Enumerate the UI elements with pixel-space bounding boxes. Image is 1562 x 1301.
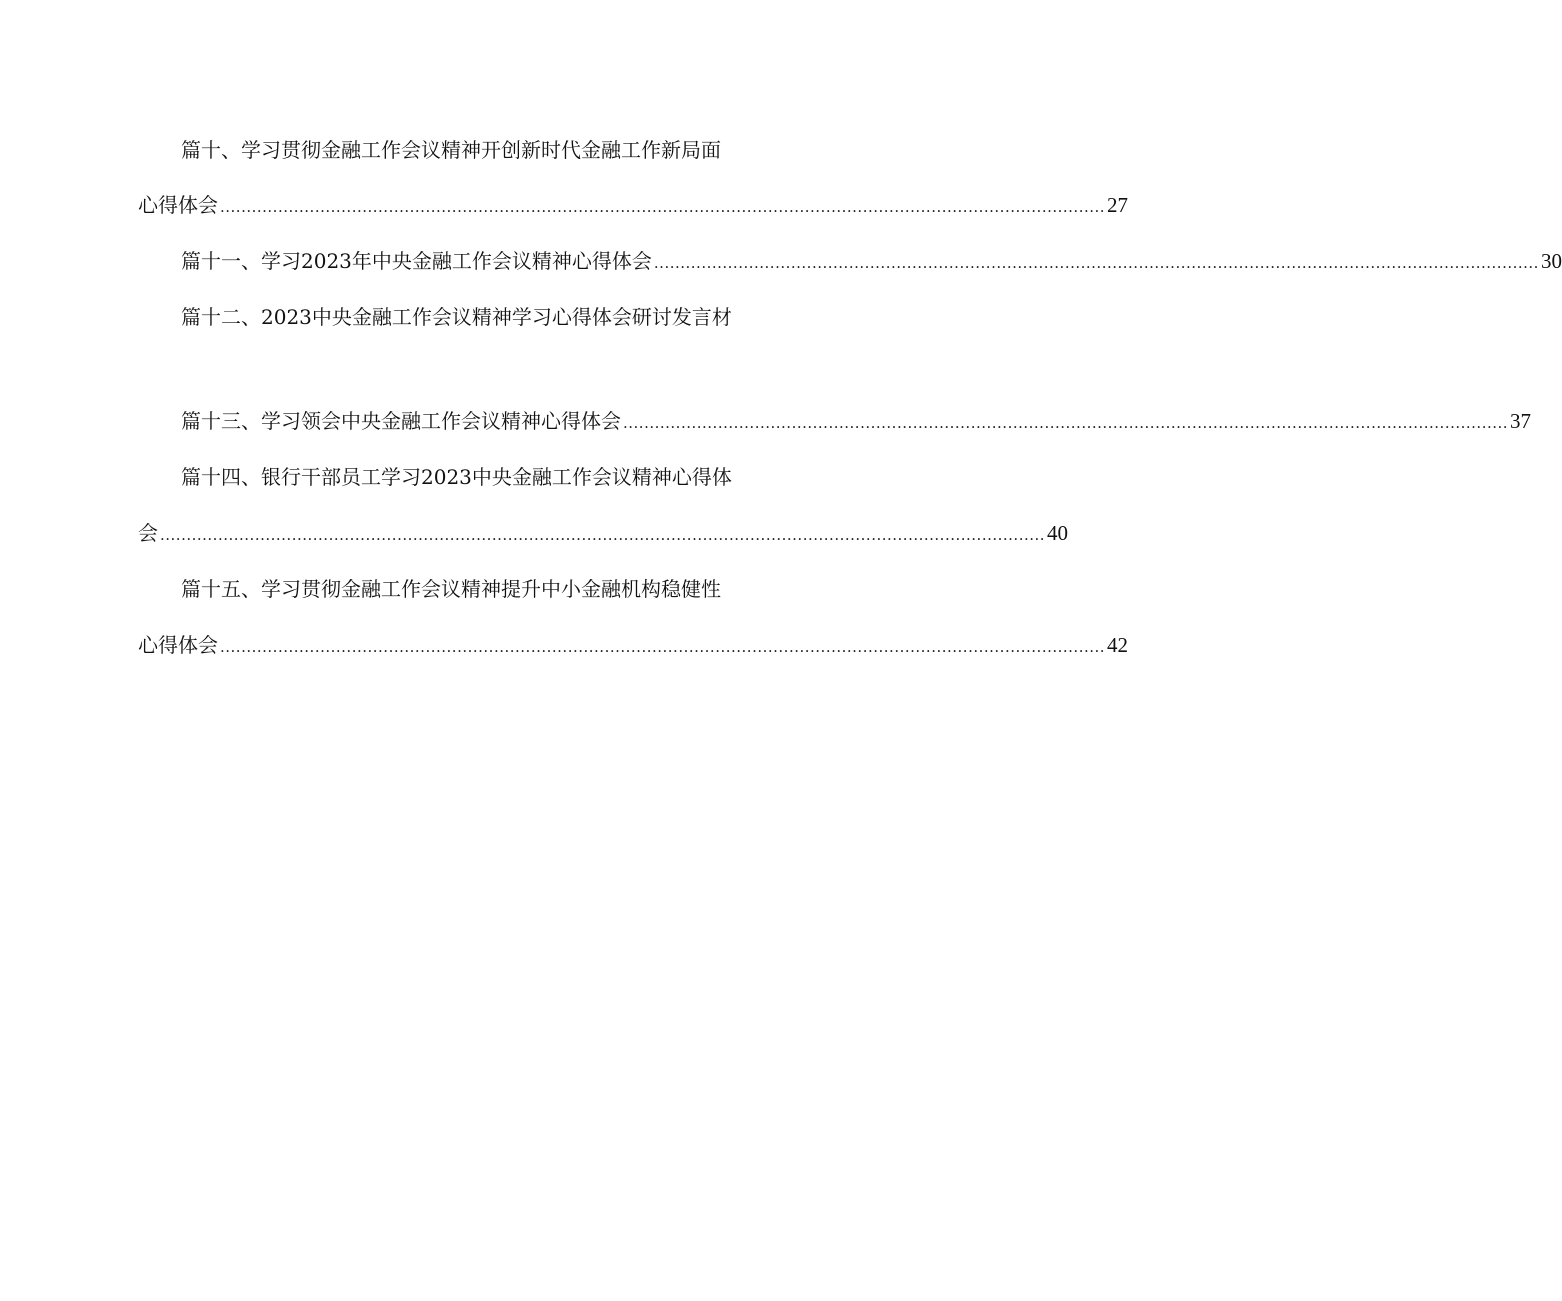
- toc-entry-10-line-1[interactable]: [138, 135, 774, 165]
- toc-entry-title: 心得体会: [138, 633, 218, 657]
- toc-entry-title: 篇十、学习贯彻金融工作会议精神开创新时代金融工作新局面: [181, 138, 721, 162]
- toc-entry-14-line-2[interactable]: [138, 518, 1069, 548]
- toc-entry-title: 心得体会: [138, 193, 218, 217]
- toc-entry-15-line-2[interactable]: [138, 630, 1129, 660]
- toc-entry-title: 篇十一、学习2023年中央金融工作会议精神心得体会: [181, 249, 652, 273]
- toc-page-number: 40: [1047, 521, 1069, 545]
- toc-entry-11[interactable]: [138, 246, 1562, 276]
- toc-page-number: 37: [1510, 409, 1532, 433]
- toc-entry-title: 会: [138, 521, 158, 545]
- dot-leader: ........................................................................................................................................................................: [220, 198, 1106, 216]
- toc-page-number: 30: [1540, 249, 1562, 273]
- toc-entry-15-line-1[interactable]: [138, 574, 774, 604]
- toc-page-number: 27: [1107, 193, 1129, 217]
- dot-leader: ........................................................................................................................................................................: [623, 414, 1509, 432]
- toc-entry-10-line-2[interactable]: [138, 190, 1129, 220]
- toc-page-number: 42: [1107, 633, 1129, 657]
- toc-entry-title: 篇十二、2023中央金融工作会议精神学习心得体会研讨发言材: [181, 305, 732, 329]
- toc-entry-14-line-1[interactable]: [138, 462, 774, 492]
- dot-leader: ........................................................................................................................................................................: [160, 526, 1046, 544]
- toc-entry-13[interactable]: [138, 406, 1532, 436]
- dot-leader: ........................................................................................................................................................................: [653, 254, 1539, 272]
- toc-entry-12[interactable]: [138, 302, 774, 332]
- toc-entry-title: 篇十四、银行干部员工学习2023中央金融工作会议精神心得体: [181, 465, 732, 489]
- toc-entry-title: 篇十五、学习贯彻金融工作会议精神提升中小金融机构稳健性: [181, 577, 721, 601]
- dot-leader: ........................................................................................................................................................................: [220, 638, 1106, 656]
- toc-entry-title: 篇十三、学习领会中央金融工作会议精神心得体会: [181, 409, 621, 433]
